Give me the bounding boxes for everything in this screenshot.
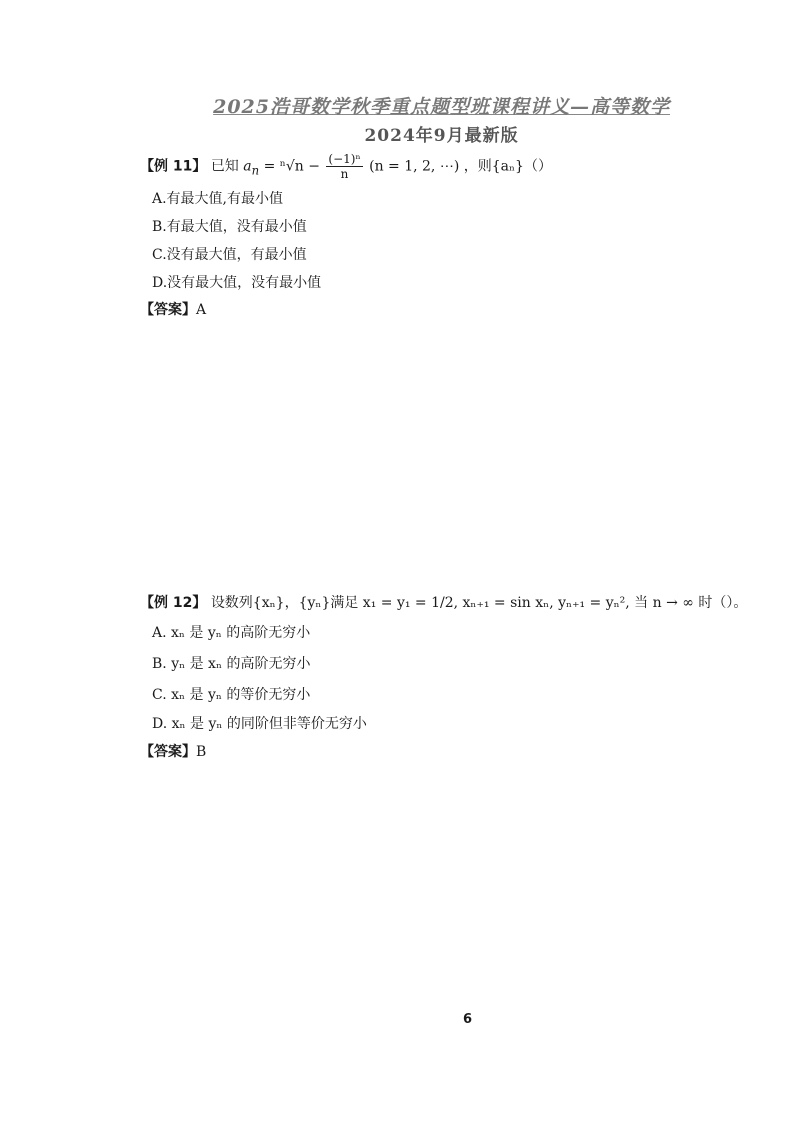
example-12-stem-text: 设数列{xₙ}，{yₙ}满足 x₁ = y₁ = 1/2, xₙ₊₁ = sin xₙ, yₙ₊₁ = yₙ², 当 n → ∞ 时（）。 — [210, 595, 748, 611]
example-12-tag: 【例 12】 — [140, 595, 207, 611]
example-11-option-c: C.没有最大值，有最小值 — [152, 247, 307, 263]
formula-sub: n — [251, 163, 260, 178]
page-number: 6 — [463, 1012, 473, 1027]
example-11-answer — [140, 299, 206, 319]
example-11-tag: 【例 11】 — [140, 158, 207, 175]
formula-root: = ⁿ√n − — [263, 158, 325, 175]
example-11-answer-value: A — [196, 302, 207, 318]
example-11-option-b: B.有最大值，没有最小值 — [152, 219, 307, 235]
header-subtitle: 2024年9月最新版 — [364, 126, 519, 146]
formula-a: a — [243, 158, 252, 175]
example-12-option-a: A. xₙ 是 yₙ 的高阶无穷小 — [152, 625, 311, 641]
example-12-option-b: B. yₙ 是 xₙ 的高阶无穷小 — [152, 656, 311, 672]
fraction-numerator: (−1)ⁿ — [328, 152, 361, 166]
example-11-lead: 已知 — [210, 158, 239, 175]
formula-fraction — [326, 152, 362, 181]
example-11-option-a: A.有最大值,有最小值 — [152, 191, 284, 207]
example-11-tail: ，则{aₙ}（） — [463, 158, 552, 175]
page-header — [213, 92, 670, 146]
example-12-stem — [140, 592, 747, 612]
example-12-answer-value: B — [196, 744, 207, 760]
fraction-denominator: n — [340, 167, 349, 181]
example-12-option-d: D. xₙ 是 yₙ 的同阶但非等价无穷小 — [152, 716, 367, 732]
example-11-stem — [140, 152, 552, 181]
example-12-answer-tag: 【答案】 — [140, 744, 196, 760]
formula-condition: (n = 1, 2, ⋯) — [369, 158, 460, 175]
example-11-answer-tag: 【答案】 — [140, 302, 196, 318]
header-title: 2025浩哥数学秋季重点题型班课程讲义—高等数学 — [213, 96, 670, 118]
example-12-option-c: C. xₙ 是 yₙ 的等价无穷小 — [152, 687, 311, 703]
example-12-answer — [140, 741, 206, 761]
example-11-option-d: D.没有最大值，没有最小值 — [152, 275, 322, 291]
